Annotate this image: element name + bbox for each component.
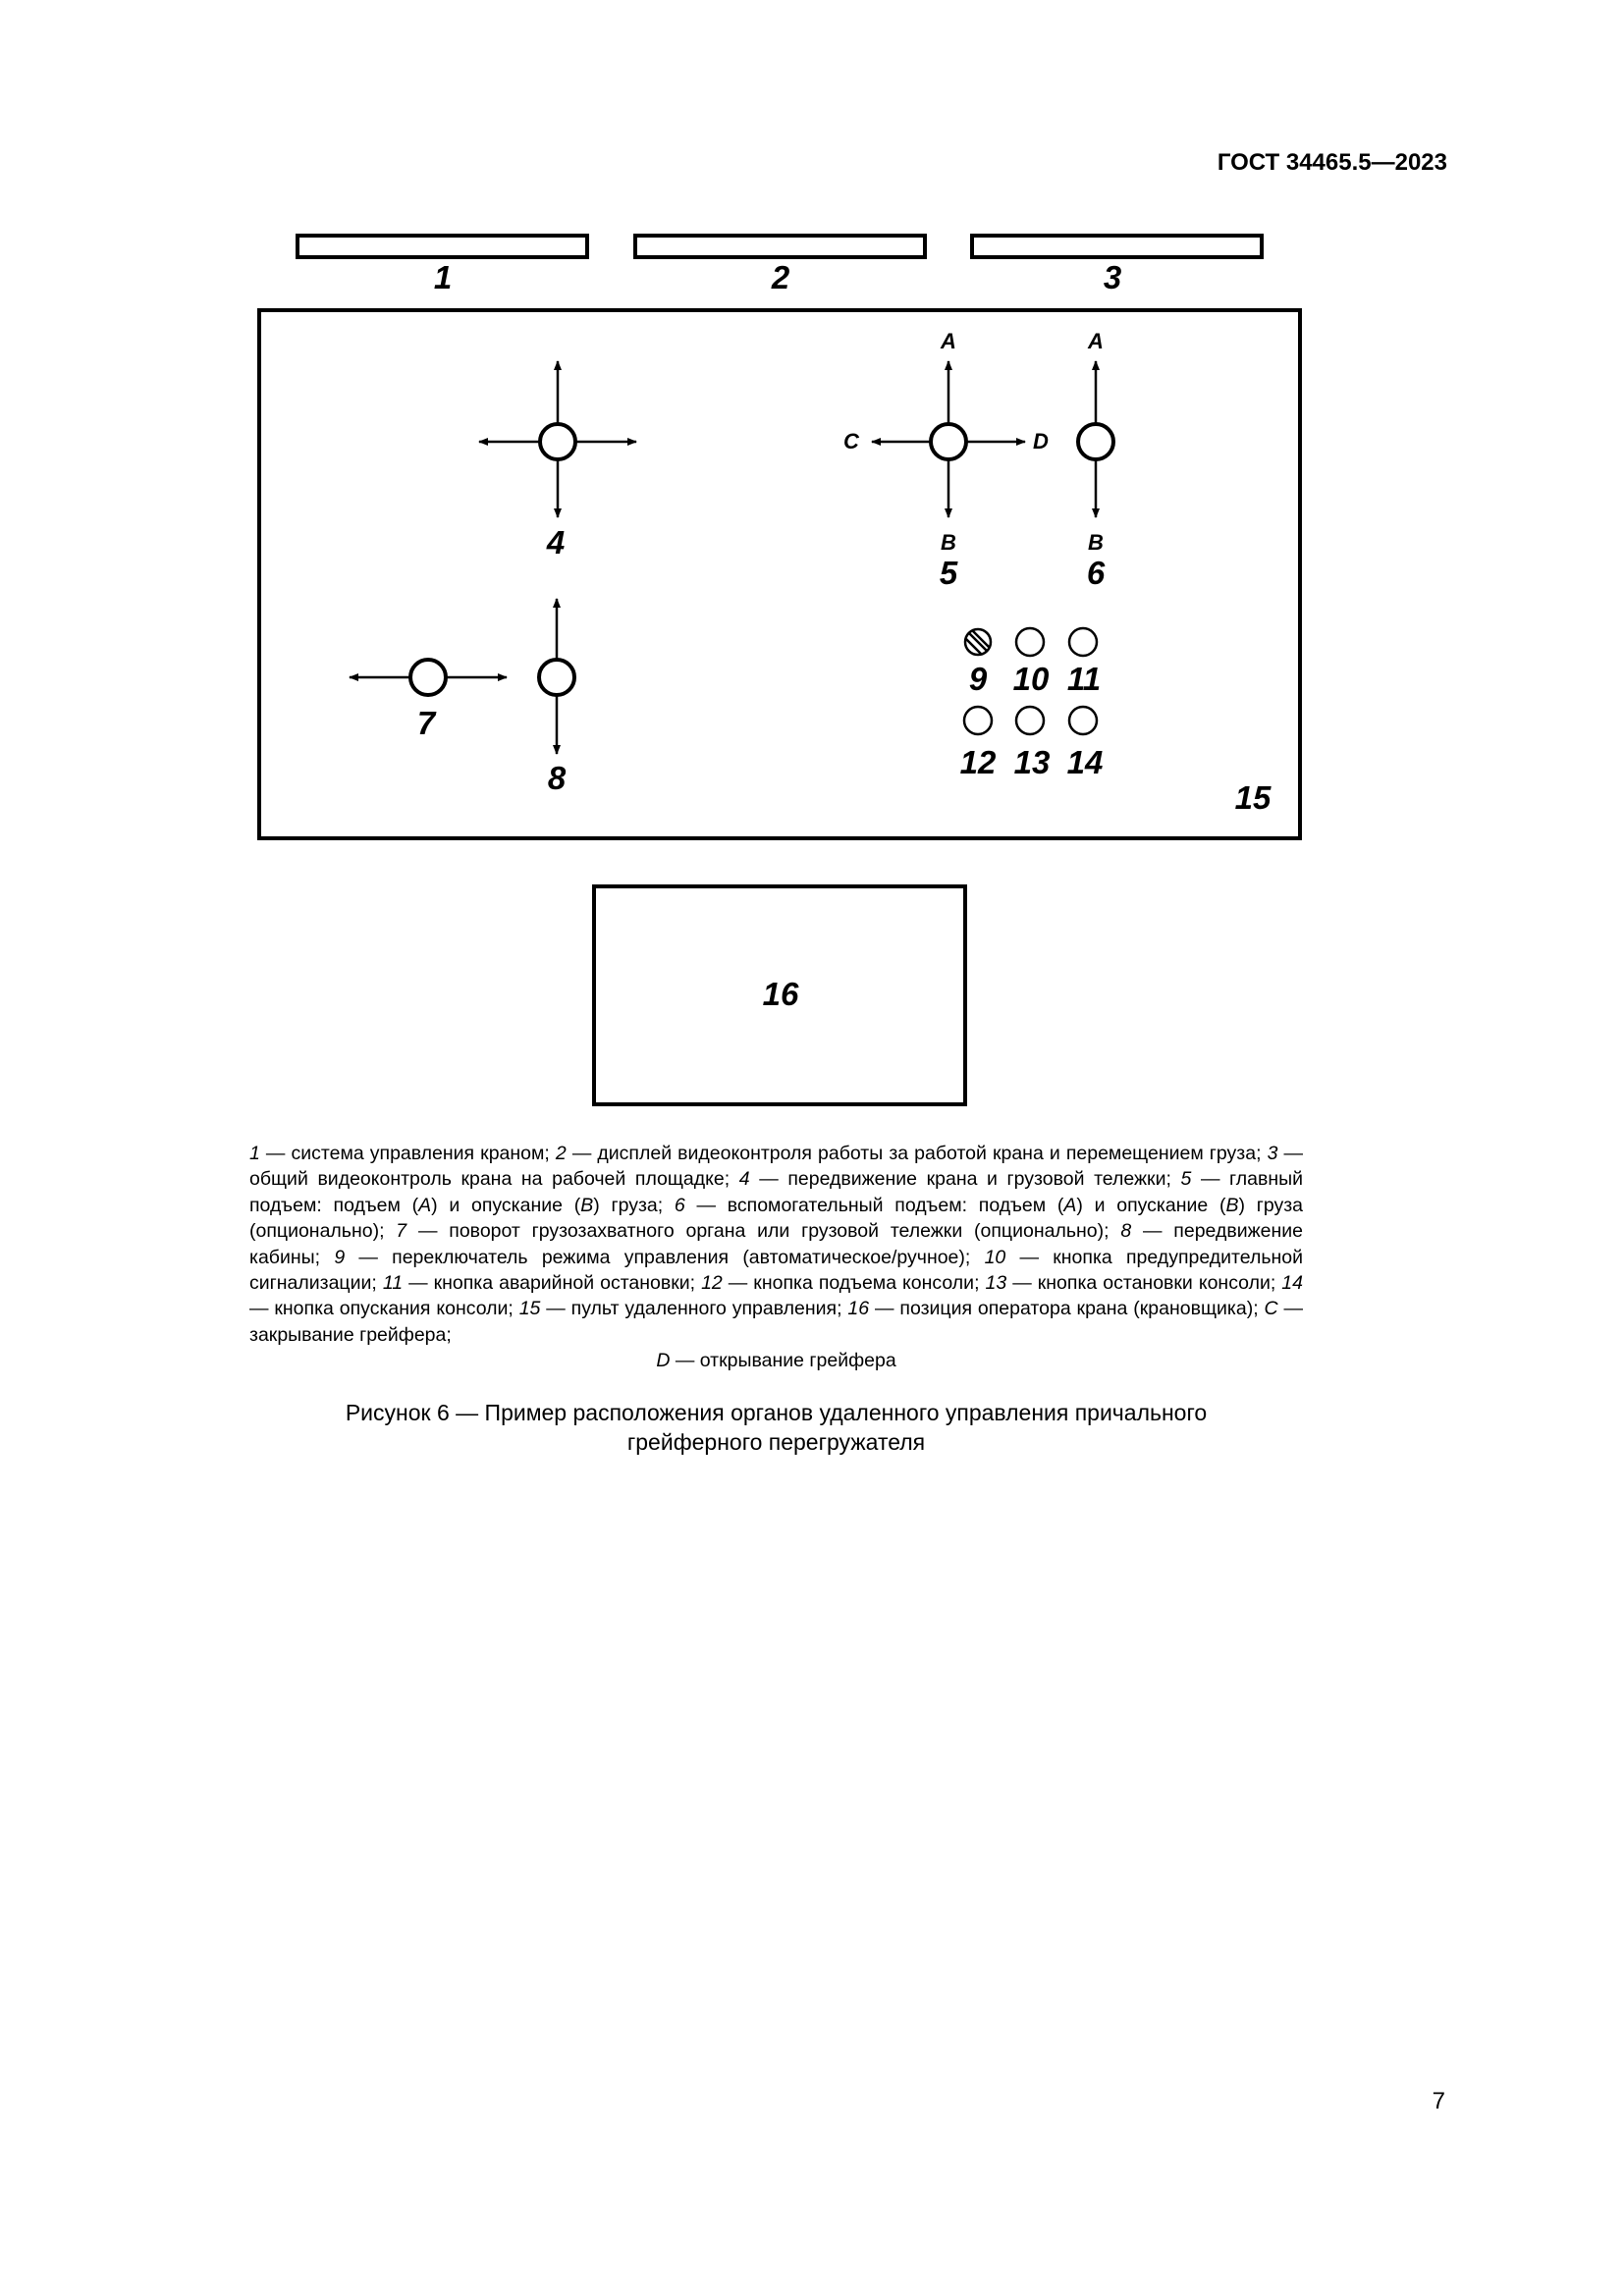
label-13: 13: [1013, 744, 1051, 780]
console-stop-button: [1016, 707, 1044, 734]
joystick-5: [872, 361, 1025, 517]
general-video-bar: [972, 236, 1262, 257]
label-6: 6: [1086, 555, 1106, 591]
warning-signal-button: [1016, 628, 1044, 656]
label-1: 1: [433, 259, 453, 295]
caption-line-2: грейферного перегружателя: [626, 1429, 926, 1455]
console-raise-button: [964, 707, 992, 734]
label-4: 4: [546, 524, 566, 561]
emergency-stop-button: [1069, 628, 1097, 656]
label-8: 8: [547, 760, 567, 796]
remote-control-panel: [259, 310, 1300, 838]
label-d-5: D: [1033, 429, 1049, 454]
label-a-5: A: [941, 329, 956, 353]
control-system-bar: [298, 236, 587, 257]
joystick-6: [1078, 361, 1113, 517]
label-15: 15: [1234, 779, 1272, 816]
label-11: 11: [1066, 661, 1102, 697]
label-7: 7: [416, 705, 436, 741]
console-lower-button: [1069, 707, 1097, 734]
label-9: 9: [968, 661, 988, 697]
label-b-5: B: [941, 530, 956, 555]
figure-caption: [249, 1398, 1303, 1457]
label-16: 16: [762, 976, 799, 1012]
joystick-4: [479, 361, 636, 517]
video-display-bar: [635, 236, 925, 257]
caption-line-1: Рисунок 6 — Пример расположения органов удаленного управления причального: [345, 1400, 1208, 1425]
label-14: 14: [1066, 744, 1104, 780]
label-c-5: C: [843, 429, 859, 454]
label-2: 2: [771, 259, 790, 295]
label-12: 12: [959, 744, 997, 780]
figure-diagram: [0, 0, 1624, 1119]
mode-switch-button: [965, 629, 991, 655]
label-5: 5: [939, 555, 958, 591]
figure-legend: 1 — система управления краном; 2 — дисплей видеоконтроля работы за работой крана и перемещением груза; 3 — общий видеоконтроль крана на рабочей площадке; 4 — передвижение крана и грузовой тележки; 5 — главный подъем: подъем (A) и опускание (B) груза; 6 — вспомогательный подъем: подъем (A) и опускание (B) груза (опционально); 7 — поворот грузозахватного органа или грузовой тележки (опционально); 8 — передвижение кабины; 9 — переключатель режима управления (автоматическое/ручное); 10 — кнопка предупредительной сигнализации; 11 — кнопка аварийной остановки; 12 — кнопка подъема консоли; 13 — кнопка остановки консоли; 14 — кнопка опускания консоли; 15 — пульт удаленного управления; 16 — позиция оператора крана (крановщика); C — закрывание грейфера; D — открывание грейфера: [249, 1141, 1303, 1374]
legend-last-line: D — открывание грейфера: [656, 1350, 896, 1372]
joystick-7: [350, 660, 507, 695]
label-b-6: B: [1088, 530, 1104, 555]
label-3: 3: [1103, 259, 1122, 295]
label-a-6: A: [1088, 329, 1104, 353]
joystick-8: [539, 599, 574, 754]
page-number: 7: [1432, 2088, 1445, 2114]
standard-number: ГОСТ 34465.5—2023: [1217, 149, 1447, 176]
label-10: 10: [1012, 661, 1050, 697]
